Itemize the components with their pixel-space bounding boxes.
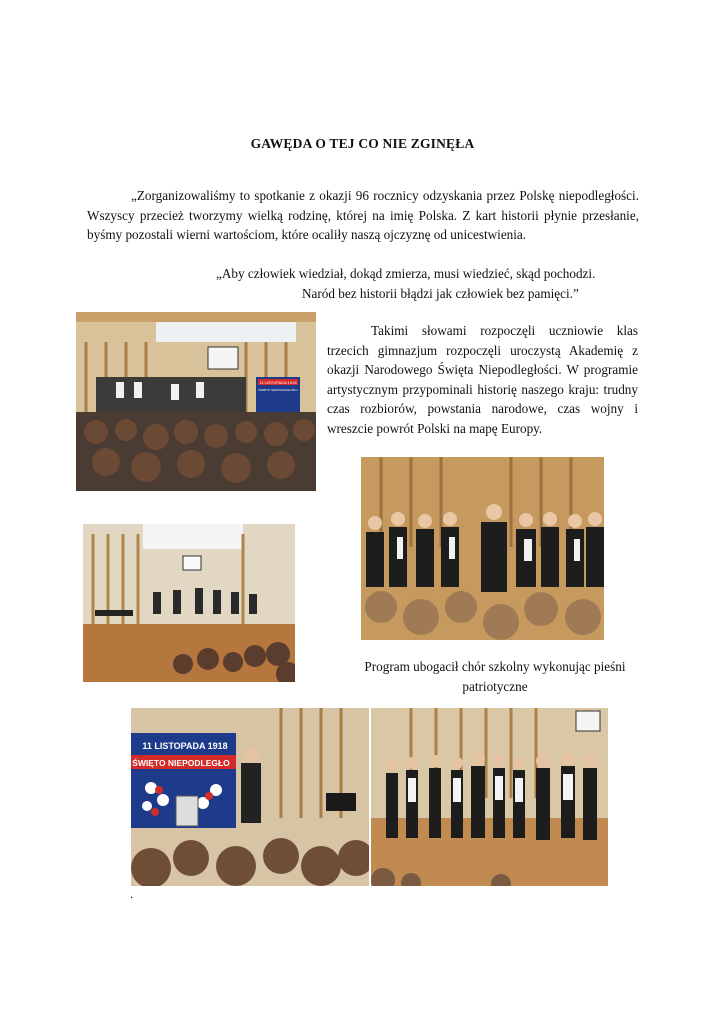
body-paragraph-2-text: Takimi słowami rozpoczęli uczniowie klas trzecich gimnazjum rozpoczęli uroczystą Akademię z okazji Narodowego Święta Niepodległości. W programie artystycznym przypominali historię naszego kraju: trudny czas rozbiorów, powstania narodowe, czas wojny i wreszcie powrót Polski na mapę Europy. xyxy=(327,323,638,436)
photo-singer-banner xyxy=(131,708,369,886)
banner-large-line-1: 11 LISTOPADA 1918 xyxy=(142,741,228,751)
intro-text: „Zorganizowaliśmy to spotkanie z okazji 96 rocznicy odzyskania przez Polskę niepodległości. Wszyscy przecież tworzymy wielką rodzinę, której na imię Polska. Z kart historii płynie przesłanie, byśmy pozostali wierni wartościom, które ocaliły naszą ojczyznę od unicestwienia. xyxy=(87,188,639,243)
photo-choir-closeup xyxy=(361,457,604,640)
quote-line-1: „Aby człowiek wiedział, dokąd zmierza, musi wiedzieć, skąd pochodzi. xyxy=(216,266,596,281)
banner-small-text-2: ŚWIĘTO NIEPODLEGŁOŚCI xyxy=(258,388,298,392)
photo-gym-band xyxy=(83,524,295,682)
photo-caption: Program ubogacił chór szkolny wykonując pieśni patriotyczne xyxy=(364,659,626,694)
photo-choir-gym xyxy=(371,708,608,886)
body-paragraph-2 xyxy=(327,321,638,439)
banner-small-text: 11 LISTOPADA 1918 xyxy=(259,380,297,385)
banner-large-line-2: ŚWIĘTO NIEPODLEGŁO xyxy=(132,758,230,768)
article-title: GAWĘDA O TEJ CO NIE ZGINĘŁA xyxy=(250,136,475,151)
trailing-dot: . xyxy=(130,886,134,901)
intro-paragraph xyxy=(87,186,639,245)
quote-line-2: Naród bez historii błądzi jak człowiek bez pamięci.” xyxy=(302,286,579,301)
photo-audience xyxy=(76,312,316,491)
